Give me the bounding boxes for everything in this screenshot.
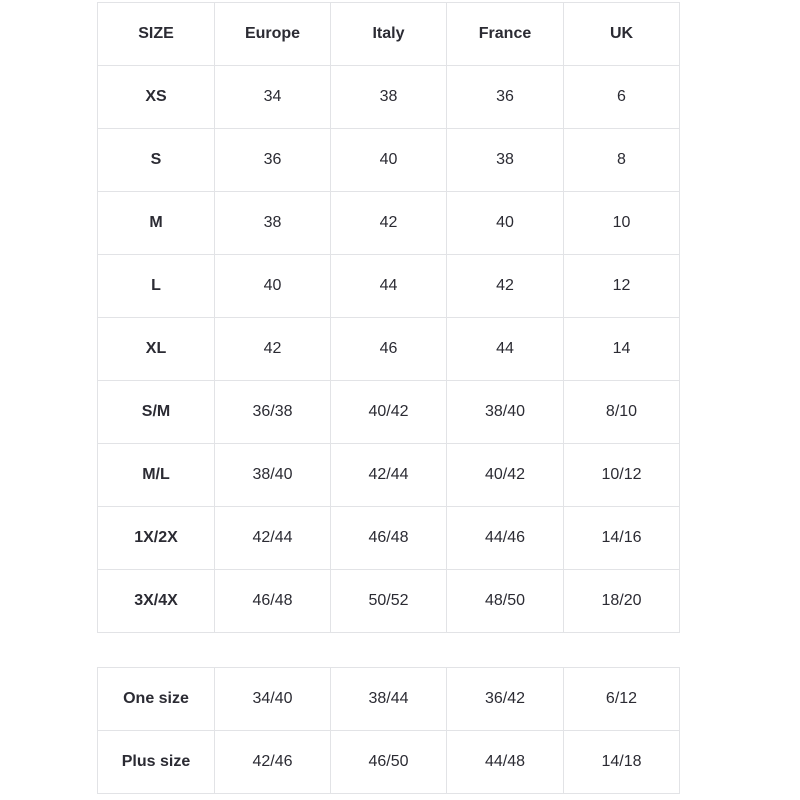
cell-italy: 40 [331,129,447,192]
column-header-italy: Italy [331,3,447,66]
row-label: 3X/4X [98,570,215,633]
cell-italy: 44 [331,255,447,318]
cell-italy: 38/44 [331,668,447,731]
row-label: 1X/2X [98,507,215,570]
cell-uk: 12 [564,255,680,318]
cell-europe: 38 [215,192,331,255]
cell-europe: 42/46 [215,731,331,794]
cell-italy: 38 [331,66,447,129]
main-size-table [97,2,680,633]
row-label: M/L [98,444,215,507]
table-row [98,318,680,381]
cell-france: 36 [447,66,564,129]
cell-italy: 42/44 [331,444,447,507]
cell-uk: 10/12 [564,444,680,507]
column-header-europe: Europe [215,3,331,66]
cell-europe: 42 [215,318,331,381]
cell-europe: 40 [215,255,331,318]
cell-uk: 8/10 [564,381,680,444]
row-label: S [98,129,215,192]
cell-france: 36/42 [447,668,564,731]
table-row [98,255,680,318]
table-row [98,129,680,192]
cell-france: 44/46 [447,507,564,570]
cell-europe: 46/48 [215,570,331,633]
row-label: M [98,192,215,255]
table-row [98,570,680,633]
cell-europe: 34/40 [215,668,331,731]
cell-uk: 14/18 [564,731,680,794]
main-size-table-wrapper [97,2,680,633]
table-row [98,444,680,507]
onesize-table-body [98,668,680,794]
row-label: XL [98,318,215,381]
cell-uk: 18/20 [564,570,680,633]
cell-uk: 6 [564,66,680,129]
column-header-france: France [447,3,564,66]
cell-france: 44 [447,318,564,381]
column-header-uk: UK [564,3,680,66]
table-row [98,381,680,444]
cell-uk: 8 [564,129,680,192]
table-row [98,507,680,570]
cell-france: 40 [447,192,564,255]
cell-uk: 6/12 [564,668,680,731]
cell-italy: 46/50 [331,731,447,794]
cell-uk: 14 [564,318,680,381]
cell-italy: 50/52 [331,570,447,633]
cell-italy: 46 [331,318,447,381]
cell-france: 38/40 [447,381,564,444]
cell-europe: 36 [215,129,331,192]
main-table-body [98,66,680,633]
main-table-header [98,3,680,66]
cell-italy: 46/48 [331,507,447,570]
onesize-table-wrapper [97,667,680,794]
onesize-table [97,667,680,794]
table-row [98,731,680,794]
table-row [98,66,680,129]
cell-france: 38 [447,129,564,192]
row-label: S/M [98,381,215,444]
table-row [98,668,680,731]
cell-france: 44/48 [447,731,564,794]
cell-uk: 10 [564,192,680,255]
row-label: Plus size [98,731,215,794]
cell-europe: 36/38 [215,381,331,444]
column-header-size: SIZE [98,3,215,66]
cell-france: 40/42 [447,444,564,507]
cell-france: 48/50 [447,570,564,633]
cell-europe: 38/40 [215,444,331,507]
table-header-row [98,3,680,66]
row-label: L [98,255,215,318]
cell-europe: 42/44 [215,507,331,570]
row-label: One size [98,668,215,731]
cell-france: 42 [447,255,564,318]
cell-italy: 42 [331,192,447,255]
cell-uk: 14/16 [564,507,680,570]
cell-europe: 34 [215,66,331,129]
table-row [98,192,680,255]
cell-italy: 40/42 [331,381,447,444]
row-label: XS [98,66,215,129]
